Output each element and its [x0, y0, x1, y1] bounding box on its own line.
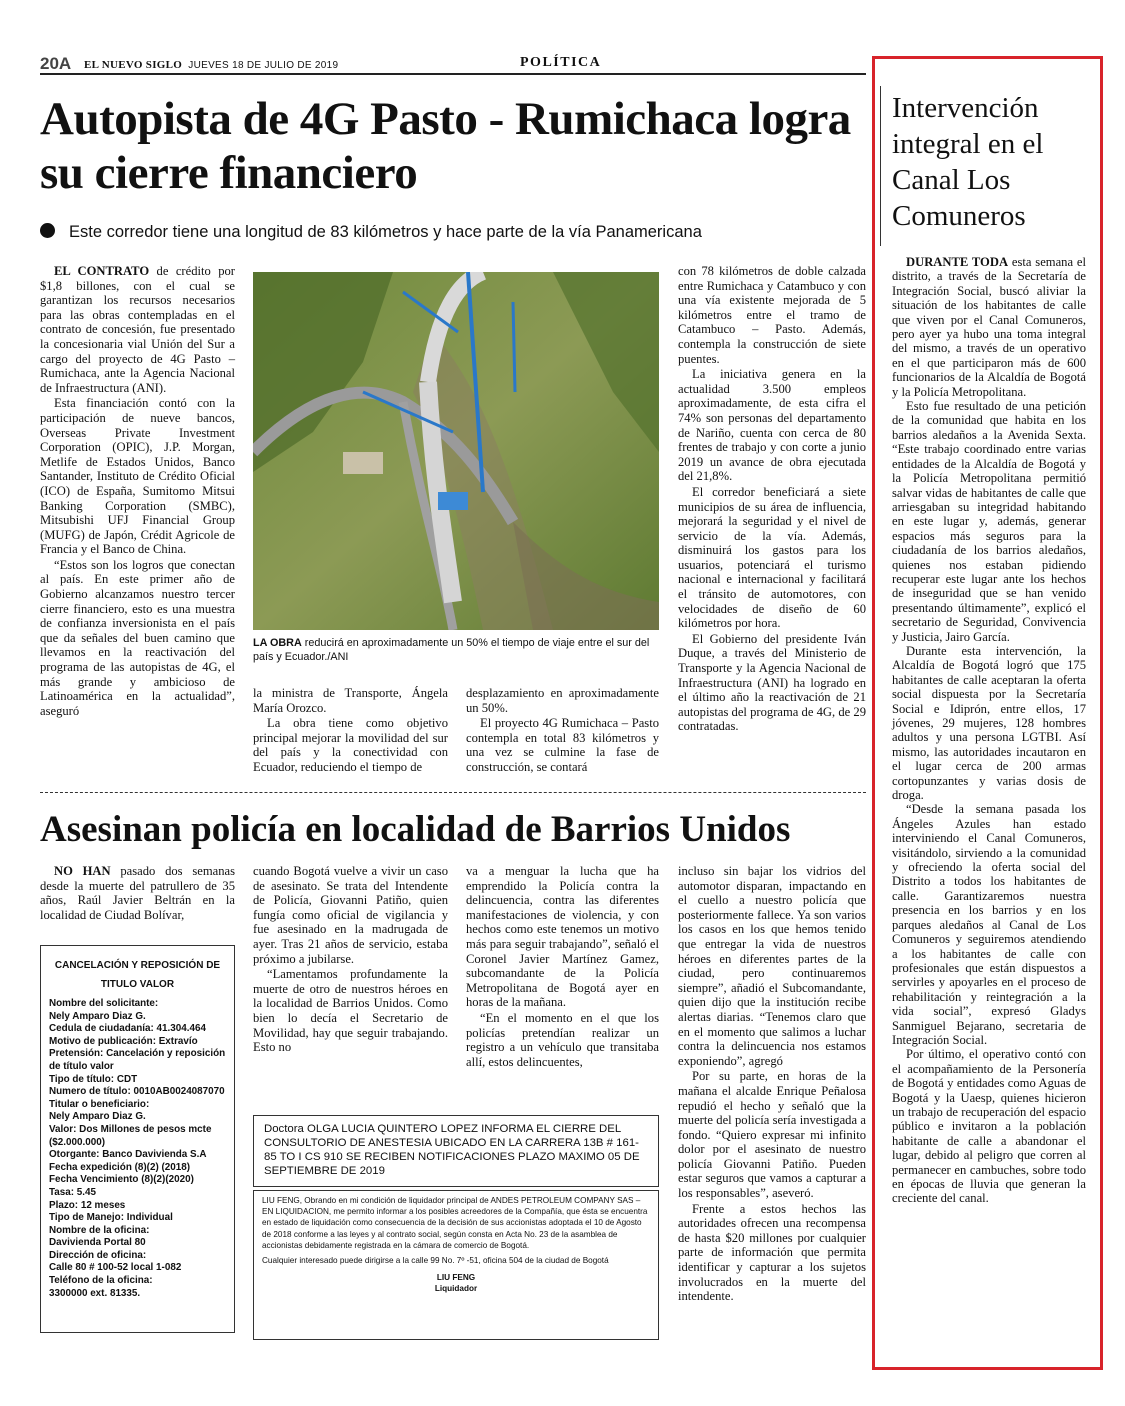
sidebar-paragraph: esta semana el distrito, a través de la Secretaría de Integración Social, buscó aliviar la situación de los habitantes de calle que viven por el Canal Comuneros, pero ayer ya hubo una toma integral del mismo, a través de un operativo en el que participaron más de 600 funcionarios de la Alcaldía de Bogotá y la Policía Metropolitana. [892, 255, 1086, 399]
article1-lead: EL CONTRATO [54, 264, 150, 278]
notice-line: Valor: Dos Millones de pesos mcte ($2.000.000) [49, 1123, 212, 1148]
signature-role: Liquidador [434, 1284, 478, 1294]
article1-column-2 [253, 686, 448, 776]
liquidation-notice [253, 1190, 659, 1340]
article1-paragraph: El Gobierno del presidente Iván Duque, a través del Ministerio de Transporte y la Agencia Nacional de Infraestructura (ANI) ha logrado en el último año la reactivación de 21 autopistas del programa de 4G, de 29 contratadas. [678, 631, 866, 734]
liquidation-text: LIU FENG, Obrando en mi condición de liquidador principal de ANDES PETROLEUM COMPANY SAS –EN LIQUIDACION, me permito informar a los posibles acreedores de la Compañía, que ésta se encuentra en estado de liquidación como consecuencia de la decisión de sus accionistas adoptada el 10 de Agosto de 2018 conforme a las leyes y al contrato social, según consta en Acta No. 23 de la asamblea de accionistas debidamente registrada en la cámara de comercio de Bogotá. [262, 1196, 648, 1250]
title-cancellation-notice [40, 945, 235, 1333]
article2-column-1 [40, 864, 235, 923]
sidebar-body [892, 255, 1086, 1206]
notice-line: 3300000 ext. 81335. [49, 1287, 141, 1299]
sidebar-paragraph: Por último, el operativo contó con el acompañamiento de la Personería de Bogotá y entidades como Aguas de Bogotá y la Uaesp, quienes hicieron un trabajo de recuperación del espacio público e invitaron a la población habitante de calle a abandonar el lugar, debido al peligro que corren al permanecer en cambuches, sobre todo en épocas de lluvia que generan la creciente del canal. [892, 1047, 1086, 1206]
sidebar-headline: Intervención integral en el Canal Los Comuneros [892, 92, 1044, 232]
notice-line: Tipo de título: CDT [49, 1073, 138, 1085]
notice-line: Tipo de Manejo: Individual [49, 1212, 173, 1224]
notice-body [41, 998, 234, 1300]
article1-paragraph: la ministra de Transporte, Ángela María Orozco. [253, 686, 448, 715]
notice-line: Motivo de publicación: Extravío [49, 1035, 198, 1047]
notice-line: Nely Amparo Diaz G. [49, 1010, 146, 1022]
article1-column-3 [466, 686, 659, 776]
notice-line: Pretensión: Cancelación y reposición de título valor [49, 1048, 226, 1072]
article1-column-4 [678, 264, 866, 735]
article2-paragraph: “Lamentamos profundamente la muerte de otro de nuestros héroes en la localidad de Barrios Unidos. Como bien lo decía el Secretario de Movilidad, hay que seguir trabajando. Esto no [253, 967, 448, 1055]
photo-caption [253, 636, 659, 664]
article2-headline: Asesinan policía en localidad de Barrios Unidos [40, 809, 791, 850]
article1-paragraph: “Estos son los logros que conectan al país. En este primer año de Gobierno alcanzamos nuestro tercer cierre financiero, esto es una muestra de confianza inversionista en el país que da señales del buen camino que llevamos en la reactivación del programa de las autopistas de 4G, el más grande y ambicioso de Latinoamérica en la actualidad”, aseguró [40, 557, 235, 718]
notice-line: Teléfono de la oficina: [49, 1275, 153, 1287]
article2-column-3 [466, 864, 659, 1070]
photo-illustration [253, 272, 659, 630]
notice-title: CANCELACIÓN Y REPOSICIÓN DE TITULO VALOR [54, 960, 221, 990]
article1-headline: Autopista de 4G Pasto - Rumichaca logra su cierre financiero [40, 93, 851, 199]
notice-line: Nely Amparo Diaz G. [49, 1111, 146, 1123]
notice-line: Otorgante: Banco Davivienda S.A [49, 1149, 207, 1161]
article1-subtitle-text: Este corredor tiene una longitud de 83 kilómetros y hace parte de la vía Panamericana [69, 223, 702, 241]
article2-paragraph: incluso sin bajar los vidrios del automotor disparan, impactando en el cuello a nuestro policía que posteriormente fallece. Ya son varios los casos en los que hemos tenido que entregar la vida de nuestros héroes en diferentes partes de la ciudad, pero continuaremos siempre”, añadió el Subcomandante, quien dijo que la institución recibe alertas diarias. “Tenemos claro que en el momento que salimos a luchar contra la delincuencia nos estamos exponiendo”, agregó [678, 864, 866, 1068]
header-rule [40, 73, 866, 75]
article1-paragraph: de crédito por $1,8 billones, con el cual se garantizan los recursos necesarios para las obras contempladas en el contrato de concesión, fue presentado la concesionaria vial Unión del Sur a cargo del proyecto de 4G Pasto – Rumichaca, ante la Agencia Nacional de Infraestructura (ANI). [40, 264, 235, 395]
article2-paragraph: cuando Bogotá vuelve a vivir un caso de asesinato. Se trata del Intendente de Policía, Giovanni Patiño, quien fungía como oficial de vigilancia y fue asesinado en la madrugada de ayer. Tras 21 años de servicio, estaba próximo a jubilarse. [253, 864, 448, 966]
article1-paragraph: El corredor beneficiará a siete municipios de su área de influencia, mejorará la seguridad y el nivel de servicio de la vía. Además, disminuirá los gastos para los usuarios, potenciará el turismo nacional e internacional y facilitará el tránsito de automotores, con velocidades de diseño de 60 kilómetros por hora. [678, 484, 866, 631]
sidebar-paragraph: “Desde la semana pasada los Ángeles Azules han estado interviniendo el Canal Comuneros, visitándolo, sirviendo a la comunidad y ofreciendo la oferta social del Distrito a todos los habitantes de calle. Garantizaremos nuestra presencia en los barrios y en los parques aledaños al Canal de Los Comuneros y seguiremos atendiendo a los habitantes de calle con profesionales que están dispuestos a servirles y apoyarles en el proceso de rehabilitación y reintegración a la vida social”, expresó Gladys Sanmiguel Bejarano, secretaria de Integración Social. [892, 802, 1086, 1047]
sidebar-lead: DURANTE TODA [906, 255, 1009, 269]
notice-line: Fecha expedición (8)(2) (2018) [49, 1161, 191, 1173]
article2-paragraph: “En el momento en el que los policías pretendían realizar un registro a un vehículo que transitaba allí, estos delincuentes, [466, 1010, 659, 1069]
article2-paragraph: Frente a estos hechos las autoridades ofrecen una recompensa de hasta $20 millones por cualquier parte de información que permita identificar y capturar a los sujetos involucrados en la muerte del intendente. [678, 1201, 866, 1304]
article1-subtitle [40, 223, 870, 242]
sidebar-paragraph: Durante esta intervención, la Alcaldía de Bogotá logró que 175 habitantes de calle aceptaran la oferta social dispuesta por la Secretaría Social e Idiprón, entre ellos, 17 jóvenes, 29 mujeres, 128 hombres adultos y una persona LGTBI. Así mismo, las autoridades incautaron en el lugar cerca de 200 armas cortopunzantes y varias dosis de droga. [892, 643, 1086, 803]
signature-name: LIU FENG [436, 1273, 476, 1283]
article1-paragraph: El proyecto 4G Rumichaca – Pasto contempla en total 83 kilómetros y una vez se culmine la fase de construcción, se contará [466, 716, 659, 774]
publication-date-line [84, 59, 338, 71]
anesthesia-office-notice: Doctora OLGA LUCIA QUINTERO LOPEZ INFORMA EL CIERRE DEL CONSULTORIO DE ANESTESIA UBICADO EN LA CARRERA 13B # 161-85 TO I CS 910 SE RECIBEN NOTIFICACIONES PLAZO MAXIMO 05 DE SEPTIEMBRE DE 2019 [253, 1115, 659, 1187]
notice-line: Plazo: 12 meses [49, 1199, 126, 1211]
notice-line: Cedula de ciudadanía: 41.304.464 [49, 1023, 206, 1035]
notice-line: Nombre de la oficina: [49, 1224, 150, 1236]
article1-paragraph: La iniciativa genera en la actualidad 3.500 empleos aproximadamente, de esta cifra el 74% son personas del departamento de Nariño, cuenta con cerca de 80 frentes de trabajo y con corte a junio 2019 un avance de obra ejecutada del 21,8%. [678, 367, 866, 484]
section-name: POLÍTICA [520, 55, 602, 70]
sidebar-paragraph: Esto fue resultado de una petición de la comunidad que habita en los barrios aledaños a la Avenida Sexta. “Este trabajo coordinado entre varias entidades de la Alcaldía de Bogotá y la Policía Metropolitana permitió salvar vidas de habitantes de calle que arriesgaban su integridad habitando en este lugar y, además, generar espacios más seguros para la ciudadanía de los barrios aledaños, quienes nos estaban pidiendo recuperar este lugar ante los hechos de inseguridad que se han venido presentando últimamente”, explicó el secretario de Seguridad, Convivencia y Justicia, Jairo García. [892, 399, 1086, 644]
article2-lead: NO HAN [54, 864, 111, 878]
caption-text: reducirá en aproximadamente un 50% el tiempo de viaje entre el sur del país y Ecuador./ANI [253, 637, 650, 663]
article2-column-2 [253, 864, 448, 1056]
article2-paragraph: va a menguar la lucha que ha emprendido la Policía contra la delincuencia, contra las diferentes manifestaciones de violencia, y con hechos como este tenemos un motivo más para seguir trabajando”, señaló el Coronel Javier Martínez Gamez, subcomandante de la Policía Metropolitana de Bogotá ayer en horas de la mañana. [466, 864, 659, 1010]
article1-column-1 [40, 264, 235, 719]
notice-line: Titular o beneficiario: [49, 1098, 150, 1110]
bullet-icon [40, 223, 55, 238]
notice-line: Fecha Vencimiento (8)(2)(2020) [49, 1174, 194, 1186]
notice-line: Nombre del solicitante: [49, 998, 159, 1009]
notice-line: Numero de título: 0010AB0024087070 [49, 1086, 225, 1098]
section-divider [40, 792, 866, 793]
notice-line: Dirección de oficina: [49, 1249, 147, 1261]
article2-column-4 [678, 864, 866, 1305]
article1-paragraph: con 78 kilómetros de doble calzada entre Rumichaca y Catambuco y con una vía existente mejorada de 5 kilómetros entre el tramo de Catambuco – Pasto. Además, contempla la construcción de siete puentes. [678, 264, 866, 366]
article1-paragraph: La obra tiene como objetivo principal mejorar la movilidad del sur del país y la conectividad con Ecuador, reduciendo el tiempo de [253, 716, 448, 774]
article1-paragraph: Esta financiación contó con la participación de nueve bancos, Overseas Private Investment Corporation (OPIC), J.P. Morgan, Metlife de Estados Unidos, Banco Santander, Instituto de Crédito Oficial (ICO) de España, Sumitomo Mitsui Banking Corporation (SMBC), Mitsubishi UFJ Financial Group (MUFG) de Japón, Crédit Agricole de Francia y el Banco de China. [40, 396, 235, 557]
notice-line: Tasa: 5.45 [49, 1186, 97, 1198]
notice-line: Davivienda Portal 80 [49, 1237, 146, 1249]
bridge-construction-photo [253, 272, 659, 630]
page-number: 20A [40, 54, 72, 73]
caption-lead: LA OBRA [253, 637, 302, 649]
article2-paragraph: pasado dos semanas desde la muerte del patrullero de 35 años, Raúl Javier Beltrán en la localidad de Ciudad Bolívar, [40, 864, 235, 922]
liquidation-contact: Cualquier interesado puede dirigirse a la calle 99 No. 7º -51, oficina 504 de la ciudad de Bogotá [262, 1256, 609, 1266]
article2-paragraph: Por su parte, en horas de la mañana el alcalde Enrique Peñalosa repudió el hecho y señaló que la muerte del policía sería investigada a fondo. “Quiero expresar mi infinito dolor por el asesinato de nuestro policía Giovanni Patiño. Pueden estar seguros que vamos a capturar a los responsables”, aseveró. [678, 1069, 866, 1201]
issue-date: JUEVES 18 DE JULIO DE 2019 [188, 60, 339, 71]
publication-name: EL NUEVO SIGLO [84, 59, 183, 71]
notice-line: Calle 80 # 100-52 local 1-082 [49, 1262, 182, 1274]
article1-paragraph: desplazamiento en aproximadamente un 50%. [466, 686, 659, 715]
sidebar-title-rule [880, 86, 881, 246]
